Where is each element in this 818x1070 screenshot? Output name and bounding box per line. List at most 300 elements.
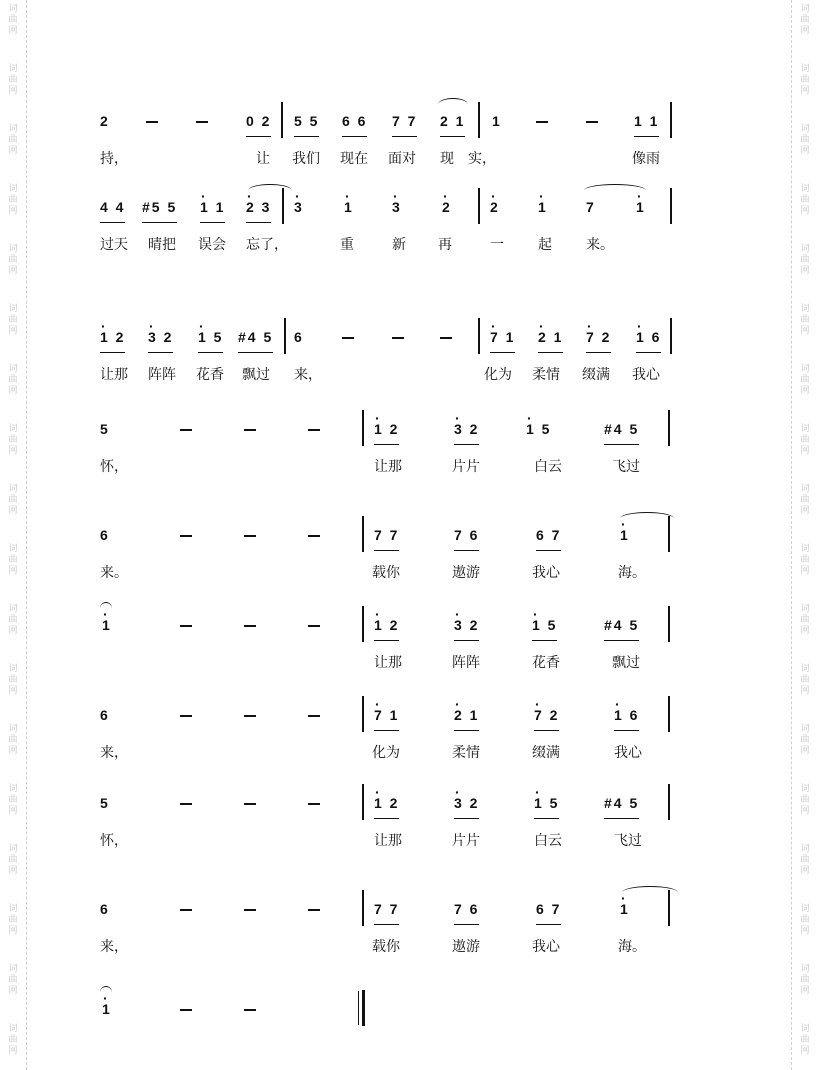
watermark-stack xyxy=(797,424,813,457)
watermark-char: 网 xyxy=(800,926,810,936)
note-group: · 3 2 xyxy=(148,328,173,353)
watermark-char: 网 xyxy=(8,686,18,696)
lyric-syllable: 化为 xyxy=(372,745,400,761)
watermark-char: 词 xyxy=(800,4,810,14)
note-group: 1 xyxy=(492,113,502,129)
watermark-stack xyxy=(5,184,21,217)
lyric-syllable: 晴把 xyxy=(148,237,176,253)
lyrics-line xyxy=(96,150,686,172)
note-group: · 3 2 xyxy=(454,616,479,641)
note-group: 6 xyxy=(100,707,110,723)
note-group: 6 xyxy=(100,901,110,917)
watermark-char: 曲 xyxy=(8,15,18,25)
watermark-stack xyxy=(797,184,813,217)
barline xyxy=(478,102,480,138)
watermark-char: 曲 xyxy=(800,735,810,745)
watermark-char: 网 xyxy=(8,206,18,216)
watermark-char: 曲 xyxy=(8,315,18,325)
notes-line xyxy=(96,328,686,352)
note-group: · 3 xyxy=(392,198,402,222)
note-group: 0 2 xyxy=(246,112,271,137)
watermark-stack xyxy=(797,1024,813,1057)
sustain-dash xyxy=(244,715,256,717)
sustain-dash xyxy=(536,121,548,123)
watermark-char: 词 xyxy=(800,1024,810,1034)
barline xyxy=(668,784,670,820)
watermark-char: 词 xyxy=(8,304,18,314)
barline xyxy=(362,516,369,552)
sustain-dash xyxy=(308,909,320,911)
note-group: · 2 xyxy=(490,198,500,222)
lyric-syllable: 飘过 xyxy=(612,655,640,671)
lyric-syllable: 再 xyxy=(438,237,452,253)
lyric-syllable: 让那 xyxy=(374,655,402,671)
watermark-char: 曲 xyxy=(800,795,810,805)
lyric-syllable: 重 xyxy=(340,237,354,253)
sustain-dash xyxy=(244,803,256,805)
note-group: · 1 2 xyxy=(100,328,125,353)
slur-mark xyxy=(584,184,646,197)
barline xyxy=(362,890,369,926)
watermark-char: 网 xyxy=(800,326,810,336)
lyric-syllable: 飞过 xyxy=(614,833,642,849)
watermark-char: 词 xyxy=(800,784,810,794)
watermark-char: 词 xyxy=(8,604,18,614)
lyric-syllable: 海。 xyxy=(618,565,646,581)
watermark-char: 曲 xyxy=(8,675,18,685)
note-group: 2 1 xyxy=(440,112,465,137)
lyrics-line xyxy=(96,564,686,586)
sustain-dash xyxy=(180,715,192,717)
watermark-char: 词 xyxy=(800,124,810,134)
watermark-stack xyxy=(5,304,21,337)
watermark-char: 词 xyxy=(800,64,810,74)
lyric-syllable: 面对 xyxy=(388,151,416,167)
watermark-char: 曲 xyxy=(800,675,810,685)
lyric-syllable: 花香 xyxy=(196,367,224,383)
barline xyxy=(670,318,672,354)
watermark-char: 网 xyxy=(8,146,18,156)
note-group: · 1 xyxy=(620,900,630,924)
sustain-dash xyxy=(308,535,320,537)
note-group: · 1 5 xyxy=(198,328,223,353)
watermark-char: 网 xyxy=(8,326,18,336)
watermark-char: 词 xyxy=(800,844,810,854)
watermark-char: 词 xyxy=(8,784,18,794)
note-group: · 1 5 xyxy=(532,616,557,641)
notes-line xyxy=(96,794,686,818)
slur-mark xyxy=(248,184,292,197)
notes-line xyxy=(96,112,686,136)
lyric-syllable: 让那 xyxy=(374,833,402,849)
score-row xyxy=(96,328,686,388)
lyric-syllable: 片片 xyxy=(452,459,480,475)
watermark-char: 曲 xyxy=(800,195,810,205)
barline xyxy=(478,318,480,354)
watermark-char: 曲 xyxy=(8,435,18,445)
lyrics-line xyxy=(96,832,686,854)
watermark-char: 网 xyxy=(800,26,810,36)
notes-line xyxy=(96,420,686,444)
note-group: 6 xyxy=(294,329,304,345)
sustain-dash xyxy=(308,715,320,717)
lyric-syllable: 遨游 xyxy=(452,939,480,955)
lyric-syllable: 来。 xyxy=(586,237,614,253)
lyric-syllable: 现在 xyxy=(340,151,368,167)
lyric-syllable: 来。 xyxy=(100,565,128,581)
note-group: #4 5 xyxy=(604,420,639,445)
watermark-stack xyxy=(5,604,21,637)
watermark-stack xyxy=(797,844,813,877)
watermark-char: 网 xyxy=(8,446,18,456)
watermark-char: 曲 xyxy=(800,615,810,625)
watermark-stack xyxy=(797,724,813,757)
lyric-syllable: 过天 xyxy=(100,237,128,253)
watermark-char: 网 xyxy=(800,506,810,516)
watermark-char: 词 xyxy=(800,544,810,554)
watermark-char: 网 xyxy=(8,26,18,36)
watermark-char: 网 xyxy=(800,446,810,456)
watermark-char: 网 xyxy=(800,266,810,276)
note-group: 6 xyxy=(100,527,110,543)
watermark-char: 曲 xyxy=(8,615,18,625)
lyric-syllable: 让那 xyxy=(100,367,128,383)
note-group: · 2 1 xyxy=(454,706,479,731)
lyric-syllable: 误会 xyxy=(198,237,226,253)
watermark-stack xyxy=(797,484,813,517)
watermark-char: 网 xyxy=(8,86,18,96)
barline xyxy=(668,696,670,732)
barline xyxy=(362,784,369,820)
watermark-char: 曲 xyxy=(800,375,810,385)
barline xyxy=(670,188,672,224)
sustain-dash xyxy=(180,909,192,911)
lyric-syllable: 化为 xyxy=(484,367,512,383)
note-group: 7 6 xyxy=(454,900,479,925)
watermark-char: 词 xyxy=(800,964,810,974)
watermark-stack xyxy=(5,844,21,877)
watermark-char: 曲 xyxy=(800,555,810,565)
note-group: 5 xyxy=(100,421,110,437)
note-group: · 1 xyxy=(102,1000,112,1024)
slur-mark xyxy=(620,512,674,525)
note-group: · 7 1 xyxy=(374,706,399,731)
watermark-char: 词 xyxy=(8,964,18,974)
sustain-dash xyxy=(244,625,256,627)
watermark-char: 词 xyxy=(8,1024,18,1034)
watermark-char: 网 xyxy=(800,866,810,876)
watermark-stack xyxy=(5,244,21,277)
lyric-syllable: 持， xyxy=(100,151,128,167)
watermark-stack xyxy=(797,304,813,337)
lyric-syllable: 柔情 xyxy=(532,367,560,383)
watermark-char: 词 xyxy=(800,484,810,494)
sustain-dash xyxy=(180,1009,192,1011)
watermark-char: 曲 xyxy=(800,495,810,505)
watermark-char: 曲 xyxy=(800,135,810,145)
lyrics-line xyxy=(96,1038,686,1060)
watermark-char: 网 xyxy=(800,386,810,396)
lyric-syllable: 飞过 xyxy=(612,459,640,475)
watermark-char: 曲 xyxy=(8,1035,18,1045)
watermark-char: 词 xyxy=(8,484,18,494)
note-group: · 1 2 xyxy=(374,794,399,819)
notes-line xyxy=(96,706,686,730)
lyric-syllable: 飘过 xyxy=(242,367,270,383)
note-group: · 3 xyxy=(294,198,304,222)
note-group: · 3 2 xyxy=(454,420,479,445)
lyric-syllable: 一 xyxy=(490,237,504,253)
watermark-char: 网 xyxy=(800,686,810,696)
watermark-char: 词 xyxy=(800,244,810,254)
watermark-char: 网 xyxy=(8,266,18,276)
lyric-syllable: 新 xyxy=(392,237,406,253)
watermark-stack xyxy=(5,424,21,457)
watermark-char: 词 xyxy=(8,904,18,914)
watermark-char: 网 xyxy=(800,986,810,996)
watermark-stack xyxy=(797,544,813,577)
slur-mark xyxy=(438,98,468,111)
watermark-char: 曲 xyxy=(800,75,810,85)
notes-line xyxy=(96,1000,686,1024)
watermark-char: 网 xyxy=(8,506,18,516)
lyric-syllable: 像雨 xyxy=(632,151,660,167)
lyric-syllable: 白云 xyxy=(534,459,562,475)
sustain-dash xyxy=(244,909,256,911)
watermark-char: 曲 xyxy=(8,795,18,805)
watermark-char: 网 xyxy=(800,626,810,636)
note-group: 6 7 xyxy=(536,526,561,551)
watermark-char: 词 xyxy=(800,364,810,374)
watermark-char: 词 xyxy=(8,544,18,554)
lyrics-line xyxy=(96,366,686,388)
lyric-syllable: 遨游 xyxy=(452,565,480,581)
watermark-stack xyxy=(797,784,813,817)
note-group: 4 4 xyxy=(100,198,125,223)
note-group: 7 xyxy=(586,199,596,215)
note-group: #5 5 xyxy=(142,198,177,223)
watermark-char: 曲 xyxy=(8,375,18,385)
watermark-char: 词 xyxy=(8,64,18,74)
lyric-syllable: 起 xyxy=(538,237,552,253)
watermark-char: 网 xyxy=(8,866,18,876)
lyric-syllable: 忘了， xyxy=(246,237,288,253)
slur-mark xyxy=(100,602,112,615)
lyric-syllable: 缀满 xyxy=(582,367,610,383)
watermark-char: 词 xyxy=(8,4,18,14)
score-row xyxy=(96,900,686,960)
sustain-dash xyxy=(440,337,452,339)
lyric-syllable: 现 xyxy=(440,151,454,167)
note-group: · 7 2 xyxy=(586,328,611,353)
watermark-char: 网 xyxy=(8,806,18,816)
lyric-syllable: 我心 xyxy=(532,939,560,955)
watermark-char: 词 xyxy=(800,184,810,194)
watermark-char: 网 xyxy=(800,1046,810,1056)
note-group: 7 7 xyxy=(374,526,399,551)
sustain-dash xyxy=(308,429,320,431)
watermark-stack xyxy=(797,4,813,37)
sustain-dash xyxy=(586,121,598,123)
watermark-char: 曲 xyxy=(8,915,18,925)
sustain-dash xyxy=(180,429,192,431)
watermark-char: 曲 xyxy=(800,915,810,925)
watermark-stack xyxy=(5,64,21,97)
watermark-char: 网 xyxy=(8,386,18,396)
watermark-char: 曲 xyxy=(8,255,18,265)
barline xyxy=(362,410,369,446)
note-group: · 1 xyxy=(344,198,354,222)
lyrics-line xyxy=(96,458,686,480)
note-group: · 1 xyxy=(102,616,112,640)
note-group: · 7 1 xyxy=(490,328,515,353)
note-group: · 3 2 xyxy=(454,794,479,819)
watermark-char: 网 xyxy=(8,746,18,756)
lyric-syllable: 柔情 xyxy=(452,745,480,761)
watermark-char: 网 xyxy=(800,746,810,756)
final-barline xyxy=(362,990,365,1026)
lyric-syllable: 让那 xyxy=(374,459,402,475)
sustain-dash xyxy=(180,803,192,805)
watermark-stack xyxy=(5,484,21,517)
watermark-char: 曲 xyxy=(8,975,18,985)
note-group: · 1 xyxy=(538,198,548,222)
lyric-syllable: 我心 xyxy=(532,565,560,581)
sustain-dash xyxy=(308,803,320,805)
right-watermark-gutter xyxy=(791,0,818,1070)
sustain-dash xyxy=(180,625,192,627)
watermark-char: 网 xyxy=(8,926,18,936)
watermark-char: 网 xyxy=(800,86,810,96)
score-row xyxy=(96,1000,686,1060)
lyric-syllable: 实， xyxy=(468,151,496,167)
barline xyxy=(362,696,369,732)
lyric-syllable: 载你 xyxy=(372,939,400,955)
note-group: #4 5 xyxy=(604,794,639,819)
barline xyxy=(668,606,670,642)
lyric-syllable: 怀， xyxy=(100,833,128,849)
watermark-char: 曲 xyxy=(800,1035,810,1045)
watermark-stack xyxy=(797,244,813,277)
watermark-stack xyxy=(797,364,813,397)
sustain-dash xyxy=(244,1009,256,1011)
watermark-stack xyxy=(5,904,21,937)
score-row xyxy=(96,198,686,258)
watermark-stack xyxy=(797,64,813,97)
watermark-char: 词 xyxy=(8,124,18,134)
note-group: 7 6 xyxy=(454,526,479,551)
sustain-dash xyxy=(342,337,354,339)
sustain-dash xyxy=(180,535,192,537)
watermark-stack xyxy=(797,664,813,697)
slur-mark xyxy=(622,886,678,899)
watermark-stack xyxy=(5,724,21,757)
left-watermark-gutter xyxy=(0,0,27,1070)
lyric-syllable: 我心 xyxy=(614,745,642,761)
watermark-char: 曲 xyxy=(800,15,810,25)
note-group: · 1 2 xyxy=(374,420,399,445)
watermark-stack xyxy=(797,904,813,937)
score-row xyxy=(96,616,686,676)
lyric-syllable: 白云 xyxy=(534,833,562,849)
note-group: · 1 5 xyxy=(526,420,551,444)
sustain-dash xyxy=(244,535,256,537)
watermark-stack xyxy=(797,964,813,997)
watermark-char: 词 xyxy=(8,724,18,734)
score-row xyxy=(96,794,686,854)
note-group: 7 7 xyxy=(392,112,417,137)
watermark-char: 网 xyxy=(800,146,810,156)
watermark-char: 词 xyxy=(8,424,18,434)
watermark-char: 网 xyxy=(800,206,810,216)
watermark-char: 曲 xyxy=(8,135,18,145)
watermark-char: 曲 xyxy=(8,195,18,205)
watermark-char: 词 xyxy=(800,604,810,614)
sustain-dash xyxy=(146,121,158,123)
lyric-syllable: 花香 xyxy=(532,655,560,671)
lyric-syllable: 我们 xyxy=(292,151,320,167)
score-row xyxy=(96,706,686,766)
note-group: 1 1 xyxy=(634,112,659,137)
watermark-char: 曲 xyxy=(8,855,18,865)
watermark-char: 词 xyxy=(8,364,18,374)
watermark-stack xyxy=(5,544,21,577)
lyric-syllable: 阵阵 xyxy=(148,367,176,383)
slur-mark xyxy=(100,986,112,999)
note-group: · 1 6 xyxy=(636,328,661,353)
note-group: · 1 xyxy=(636,198,646,222)
watermark-char: 曲 xyxy=(800,855,810,865)
watermark-char: 网 xyxy=(800,566,810,576)
lyric-syllable: 载你 xyxy=(372,565,400,581)
note-group: · 1 5 xyxy=(534,794,559,819)
lyric-syllable: 来， xyxy=(100,745,128,761)
note-group: #4 5 xyxy=(604,616,639,641)
note-group: · 7 2 xyxy=(534,706,559,731)
watermark-char: 网 xyxy=(8,986,18,996)
barline xyxy=(284,318,286,354)
watermark-char: 词 xyxy=(8,664,18,674)
watermark-char: 网 xyxy=(8,1046,18,1056)
watermark-char: 曲 xyxy=(800,975,810,985)
barline xyxy=(670,102,672,138)
barline xyxy=(281,102,283,138)
lyric-syllable: 我心 xyxy=(632,367,660,383)
watermark-stack xyxy=(5,664,21,697)
lyric-syllable: 来， xyxy=(100,939,128,955)
lyric-syllable: 片片 xyxy=(452,833,480,849)
notes-line xyxy=(96,198,686,222)
watermark-stack xyxy=(5,4,21,37)
score-row xyxy=(96,526,686,586)
lyric-syllable: 缀满 xyxy=(532,745,560,761)
watermark-char: 网 xyxy=(8,566,18,576)
watermark-char: 词 xyxy=(800,904,810,914)
lyric-syllable: 怀， xyxy=(100,459,128,475)
watermark-char: 词 xyxy=(800,424,810,434)
watermark-stack xyxy=(5,964,21,997)
watermark-stack xyxy=(797,604,813,637)
watermark-char: 网 xyxy=(8,626,18,636)
note-group: 2 xyxy=(100,113,110,129)
note-group: 5 5 xyxy=(294,112,319,137)
watermark-char: 词 xyxy=(800,724,810,734)
note-group: · 1 xyxy=(620,526,630,550)
watermark-char: 词 xyxy=(800,304,810,314)
note-group: 6 6 xyxy=(342,112,367,137)
note-group: 7 7 xyxy=(374,900,399,925)
note-group: 6 7 xyxy=(536,900,561,925)
